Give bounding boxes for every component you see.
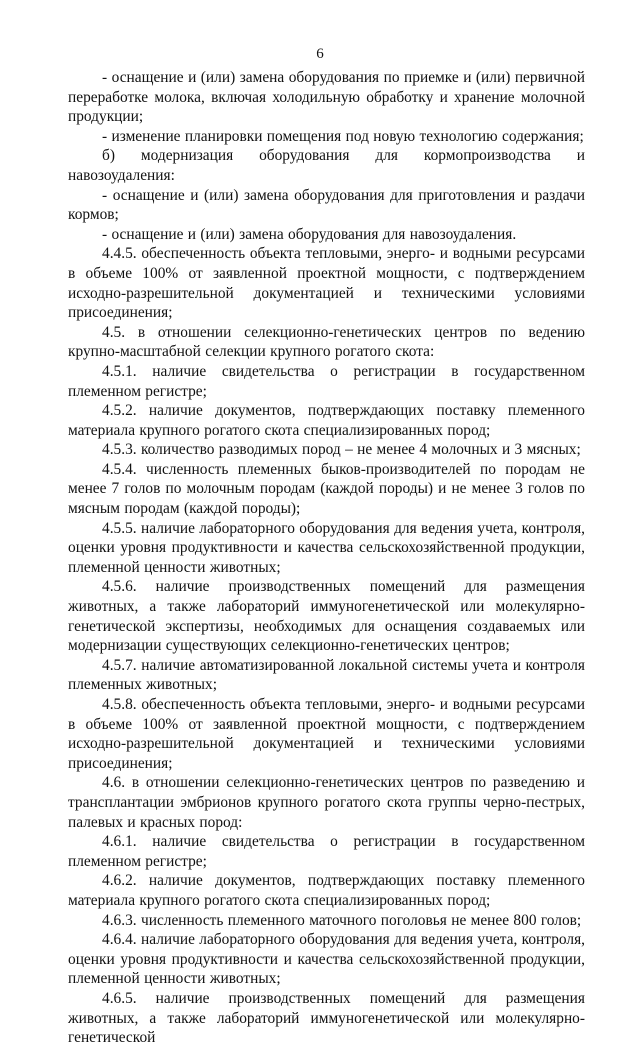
paragraph-feed-manure-modernization: б) модернизация оборудования для кормопроизводства и навозоудаления: [68,147,585,184]
paragraph-4-5-3: 4.5.3. количество разводимых пород – не менее 4 молочных и 3 мясных; [102,441,581,459]
paragraph-4-5-1: 4.5.1. наличие свидетельства о регистрации в государственном племенном регистре; [68,362,585,400]
paragraph-4-6-1: 4.6.1. наличие свидетельства о регистрации в государственном племенном регистре; [68,833,585,870]
paragraph-4-5-6: 4.5.6. наличие производственных помещений для размещения животных, а также лабораторий иммуногенетической или молекулярно-генетической экспертизы, необходимых для оснащения создаваемых или модернизации существующих селекционно-генетических центров; [68,578,585,655]
paragraph-manure-equipment: - оснащение и (или) замена оборудования для навозоудаления. [102,225,517,243]
paragraph-4-6: 4.6. в отношении селекционно-генетических центров по разведению и трансплантации эмбрионов крупного рогатого скота группы черно-пестрых, палевых и красных пород: [68,774,585,831]
paragraph-4-5-2: 4.5.2. наличие документов, подтверждающих поставку племенного материала крупного рогатого скота специализированных пород; [68,402,585,439]
paragraph-milk-processing-equipment: - оснащение и (или) замена оборудования по приемке и (или) первичной переработке молока, включая холодильную обработку и хранение молочной продукции; [68,69,585,126]
page-number: 6 [316,46,324,62]
paragraph-4-5-8: 4.5.8. обеспеченность объекта тепловыми, энерго- и водными ресурсами в объеме 100% от заявленной проектной мощности, с подтверждением исходно-разрешительной документацией и техническими условиями присоединения; [68,696,585,772]
paragraph-4-5-5: 4.5.5. наличие лабораторного оборудования для ведения учета, контроля, оценки уровня продуктивности и качества сельскохозяйственной продукции, племенной ценности животных; [68,519,585,576]
paragraph-4-5: 4.5. в отношении селекционно-генетических центров по ведению крупно-масштабной селекции крупного рогатого скота: [68,323,585,361]
paragraph-4-5-7: 4.5.7. наличие автоматизированной локальной системы учета и контроля племенных животных; [68,656,585,694]
paragraph-feed-equipment: - оснащение и (или) замена оборудования для приготовления и раздачи кормов; [68,186,585,224]
paragraph-4-6-4: 4.6.4. наличие лабораторного оборудования для ведения учета, контроля, оценки уровня продуктивности и качества сельскохозяйственной продукции, племенной ценности животных; [68,931,585,988]
paragraph-4-6-3: 4.6.3. численность племенного маточного поголовья не менее 800 голов; [102,911,582,929]
paragraph-4-4-5: 4.4.5. обеспеченность объекта тепловыми, энерго- и водными ресурсами в объеме 100% от заявленной проектной мощности, с подтверждением исходно-разрешительной документацией и техническими условиями присоединения; [68,245,585,322]
paragraph-4-6-5: 4.6.5. наличие производственных помещений для размещения животных, а также лабораторий иммуногенетической или молекулярно-генетической [68,989,585,1047]
document-body [68,68,585,1048]
paragraph-layout-change: - изменение планировки помещения под новую технологию содержания; [102,127,584,145]
paragraph-4-5-4: 4.5.4. численность племенных быков-производителей по породам не менее 7 голов по молочным породам (каждой породы) и не менее 3 голов по мясным породам (каждой породы); [68,460,585,518]
paragraph-4-6-2: 4.6.2. наличие документов, подтверждающих поставку племенного материала крупного рогатого скота специализированных пород; [68,872,585,909]
